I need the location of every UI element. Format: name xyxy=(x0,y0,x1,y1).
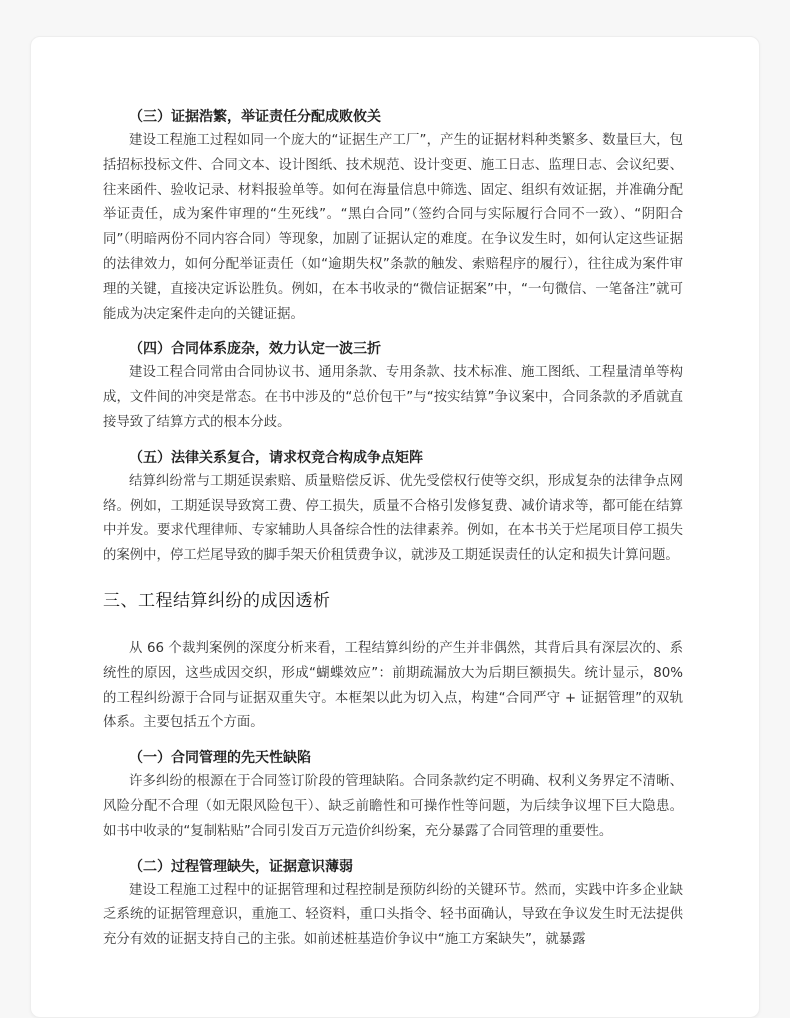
document-content xyxy=(103,105,683,953)
section-heading-evidence: （三）证据浩繁，举证责任分配成败攸关 xyxy=(129,109,381,125)
paragraph-legal-relations: 结算纠纷常与工期延误索赔、质量赔偿反诉、优先受偿权行使等交织，形成复杂的法律争点网络。例如，工期延误导致窝工费、停工损失，质量不合格引发修复费、减价请求等，都可能在结算中并发。要求代理律师、专家辅助人具备综合性的法律素养。例如，在本书关于烂尾项目停工损失的案例中，停工烂尾导致的脚手架天价租赁费争议，就涉及工期延误责任的认定和损失计算问题。 xyxy=(103,473,683,564)
section-heading-contract-system: （四）合同体系庞杂，效力认定一波三折 xyxy=(129,341,381,358)
document-page xyxy=(30,36,760,1018)
section-heading-legal-relations: （五）法律关系复合，请求权竞合构成争点矩阵 xyxy=(129,449,423,466)
paragraph-process-management: 建设工程施工过程中的证据管理和过程控制是预防纠纷的关键环节。然而，实践中许多企业缺乏系统的证据管理意识，重施工、轻资料，重口头指令、轻书面确认，导致在争议发生时无法提供充分有效的证据支持自己的主张。如前述桩基造价争议中“施工方案缺失”，就暴露 xyxy=(103,882,683,948)
paragraph-contract-system: 建设工程合同常由合同协议书、通用条款、专用条款、技术标准、施工图纸、工程量清单等构成，文件间的冲突是常态。在书中涉及的“总价包干”与“按实结算”争议案中，合同条款的矛盾就直接导致了结算方式的根本分歧。 xyxy=(103,365,683,430)
section-heading-process-management: （二）过程管理缺失，证据意识薄弱 xyxy=(129,858,353,875)
paragraph-evidence: 建设工程施工过程如同一个庞大的“证据生产工厂”，产生的证据材料种类繁多、数量巨大，包括招标投标文件、合同文本、设计图纸、技术规范、设计变更、施工日志、监理日志、会议纪要、往来函件、验收记录、材料报验单等。如何在海量信息中筛选、固定、组织有效证据，并准确分配举证责任，成为案件审理的“生死线”。“黑白合同”（签约合同与实际履行合同不一致）、“阴阳合同”（明暗两份不同内容合同）等现象，加剧了证据认定的难度。在争议发生时，如何认定这些证据的法律效力，如何分配举证责任（如“逾期失权”条款的触发、索赔程序的履行），往往成为案件审理的关键，直接决定诉讼胜负。例如，在本书收录的“微信证据案”中，“一句微信、一笔备注”就可能成为决定案件走向的关键证据。 xyxy=(103,133,683,322)
paragraph-contract-defects: 许多纠纷的根源在于合同签订阶段的管理缺陷。合同条款约定不明确、权利义务界定不清晰、风险分配不合理（如无限风险包干）、缺乏前瞻性和可操作性等问题，为后续争议埋下巨大隐患。如书中收录的“复制粘贴”合同引发百万元造价纠纷案，充分暴露了合同管理的重要性。 xyxy=(103,774,683,839)
paragraph-chapter-intro: 从 66 个裁判案例的深度分析来看，工程结算纠纷的产生并非偶然，其背后具有深层次的、系统性的原因，这些成因交织，形成“蝴蝶效应”：前期疏漏放大为后期巨额损失。统计显示，80% 的工程纠纷源于合同与证据双重失守。本框架以此为切入点，构建“合同严守 + 证据管理”的双轨体系。主要包括五个方面。 xyxy=(103,640,683,731)
section-heading-contract-defects: （一）合同管理的先天性缺陷 xyxy=(129,750,311,767)
chapter-title: 三、工程结算纠纷的成因透析 xyxy=(103,590,331,611)
